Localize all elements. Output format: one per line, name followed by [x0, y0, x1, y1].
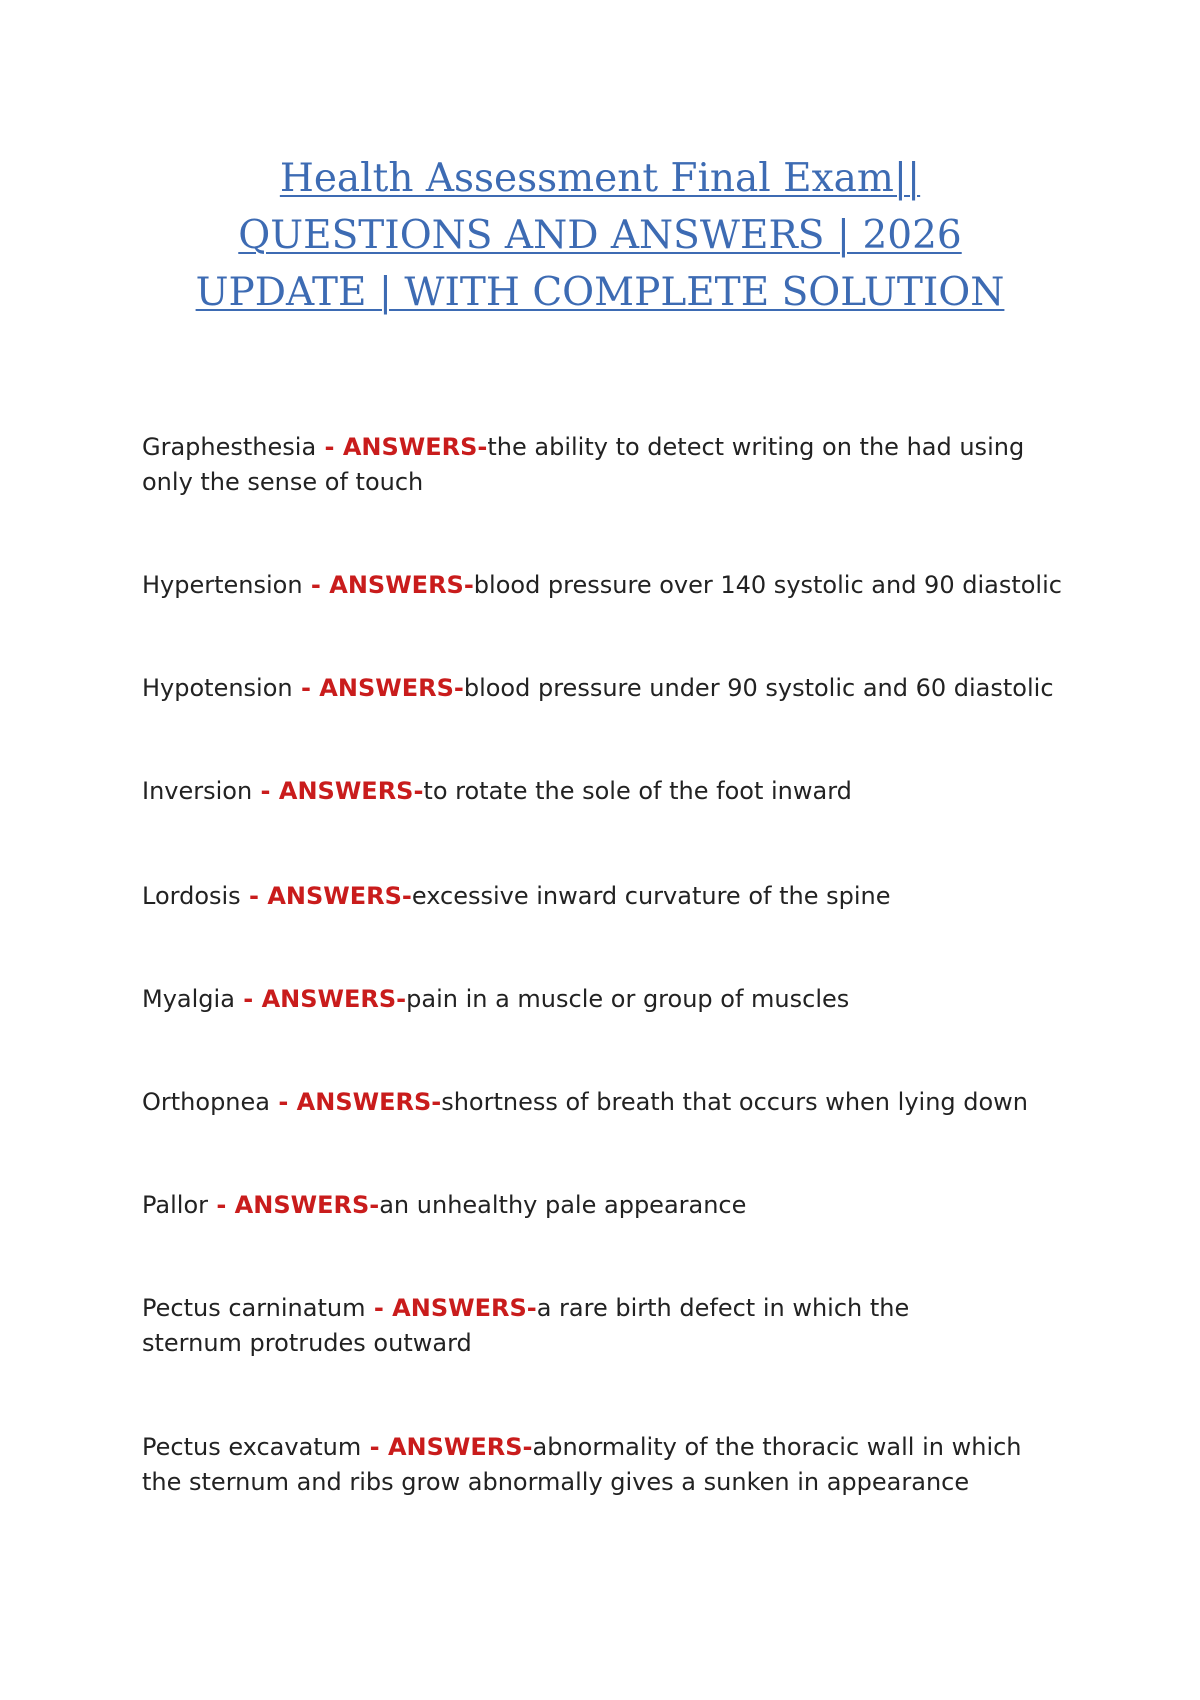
entry-separator: - — [252, 777, 279, 805]
entry-separator: - — [208, 1191, 235, 1219]
answers-label: ANSWERS- — [296, 1088, 442, 1116]
entry-definition: to rotate the sole of the foot inward — [423, 777, 852, 805]
qa-entry — [142, 774, 852, 809]
qa-entry — [142, 1430, 1052, 1500]
answers-label: ANSWERS- — [278, 777, 424, 805]
entry-separator: - — [302, 571, 330, 599]
answers-label: ANSWERS- — [392, 1294, 537, 1322]
entry-term: Lordosis — [142, 882, 241, 910]
document-title-link[interactable]: Health Assessment Final Exam|| QUESTIONS AND ANSWERS | 2026 UPDATE | WITH COMPLETE SOLUTION — [195, 156, 1005, 315]
answers-label: ANSWERS- — [267, 882, 412, 910]
entry-definition: blood pressure over 140 systolic and 90 diastolic — [473, 571, 1062, 599]
answers-label: ANSWERS- — [319, 674, 464, 702]
entry-definition: shortness of breath that occurs when lying down — [441, 1088, 1029, 1116]
qa-entry — [142, 1291, 1002, 1361]
qa-entry — [142, 671, 1054, 706]
entry-term: Pectus excavatum — [142, 1433, 362, 1461]
qa-entry — [142, 1085, 1028, 1120]
entry-definition: a rare birth defect in which the sternum protrudes outward — [142, 1294, 910, 1357]
qa-entry — [142, 1188, 746, 1223]
entry-separator: - — [316, 433, 343, 461]
entry-definition: abnormality of the thoracic wall in which the sternum and ribs grow abnormally gives a sunken in appearance — [142, 1433, 1022, 1496]
entry-separator: - — [365, 1294, 393, 1322]
entry-term: Myalgia — [142, 985, 235, 1013]
qa-entry — [142, 568, 1062, 603]
entry-definition: pain in a muscle or group of muscles — [406, 985, 850, 1013]
qa-entry — [142, 982, 849, 1017]
answers-label: ANSWERS- — [329, 571, 474, 599]
answers-label: ANSWERS- — [342, 433, 488, 461]
entry-definition: excessive inward curvature of the spine — [411, 882, 891, 910]
entry-separator: - — [240, 882, 268, 910]
qa-entry — [142, 879, 890, 914]
entry-definition: an unhealthy pale appearance — [379, 1191, 747, 1219]
entry-term: Hypotension — [142, 674, 293, 702]
entry-separator: - — [292, 674, 320, 702]
answers-label: ANSWERS- — [234, 1191, 380, 1219]
entry-term: Orthopnea — [142, 1088, 270, 1116]
entry-term: Pectus carninatum — [142, 1294, 366, 1322]
entry-separator: - — [234, 985, 262, 1013]
entry-separator: - — [269, 1088, 297, 1116]
entry-term: Pallor — [142, 1191, 208, 1219]
answers-label: ANSWERS- — [261, 985, 407, 1013]
entry-term: Inversion — [142, 777, 253, 805]
answers-label: ANSWERS- — [387, 1433, 533, 1461]
entry-definition: blood pressure under 90 systolic and 60 diastolic — [463, 674, 1054, 702]
entry-term: Hypertension — [142, 571, 303, 599]
entry-definition: the ability to detect writing on the had using only the sense of touch — [142, 433, 1025, 496]
qa-entry — [142, 430, 1082, 500]
title-block — [150, 150, 1050, 321]
entry-separator: - — [361, 1433, 388, 1461]
entry-term: Graphesthesia — [142, 433, 317, 461]
